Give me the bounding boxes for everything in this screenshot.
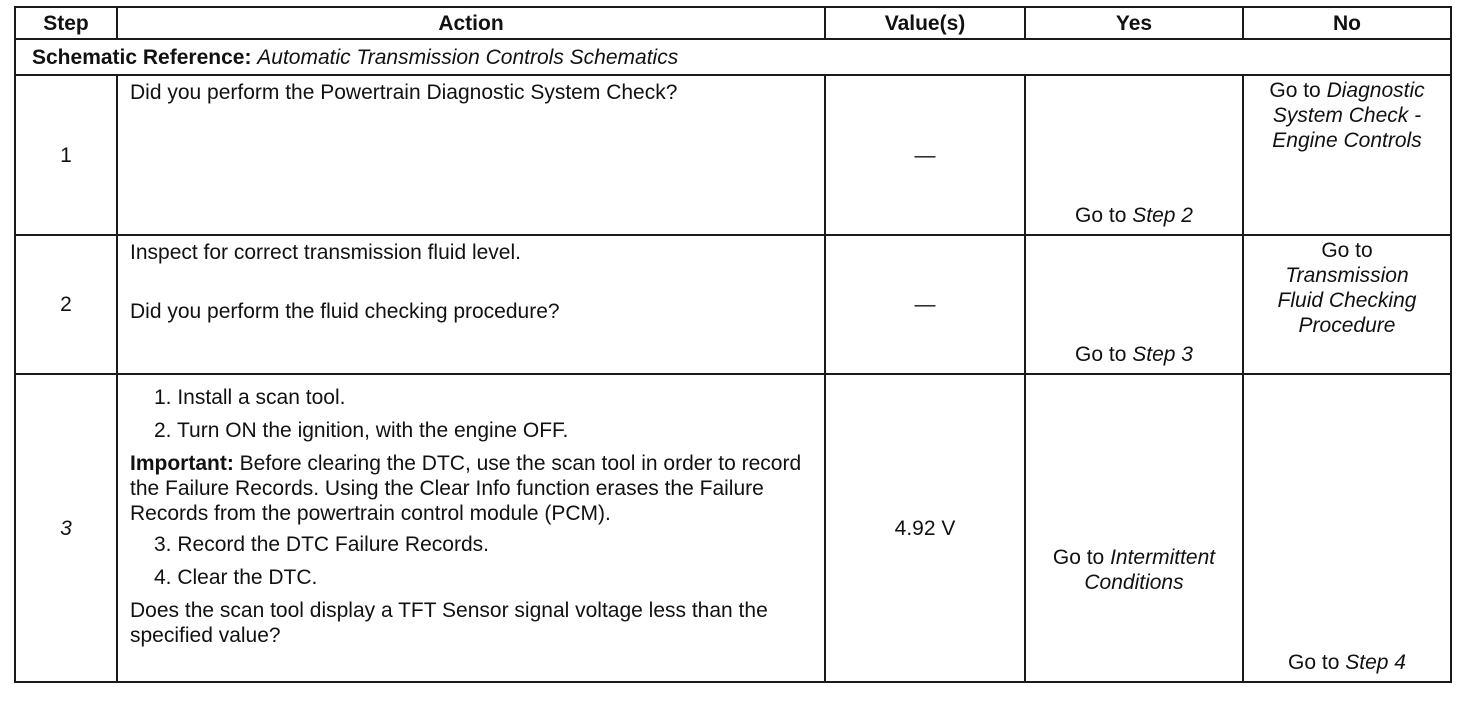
schematic-reference-link[interactable]: Automatic Transmission Controls Schematics [257, 45, 679, 69]
table-row [15, 235, 1451, 374]
header-row [15, 7, 1451, 39]
action-cell [117, 374, 825, 682]
action-text: Inspect for correct transmission fluid level. [130, 241, 521, 264]
header-no: No [1243, 7, 1451, 39]
yes-cell [1025, 374, 1243, 682]
list-item: 1. Install a scan tool. [154, 386, 346, 409]
list-item: 3. Record the DTC Failure Records. [154, 533, 489, 556]
schematic-reference-label: Schematic Reference: [32, 45, 252, 69]
important-text: Before clearing the DTC, use the scan tool in order to record the Failure Records. Using the Clear Info function erases the Failure Records from the powertrain control module (PCM). [130, 452, 802, 525]
no-cell [1243, 374, 1451, 682]
action-cell [117, 235, 825, 374]
schematic-reference-row [15, 39, 1451, 75]
spacer [130, 265, 814, 289]
table-row [15, 75, 1451, 235]
no-link-cont[interactable]: System Check - [1272, 104, 1422, 127]
yes-link[interactable]: Step 2 [1132, 204, 1193, 227]
no-link[interactable]: Transmission [1285, 264, 1409, 287]
important-note [130, 451, 814, 526]
no-prefix: Go to [1269, 79, 1321, 102]
list-item: 2. Turn ON the ignition, with the engine OFF. [154, 419, 569, 442]
header-step: Step [15, 7, 117, 39]
value-cell: — [825, 75, 1025, 235]
action-question: Does the scan tool display a TFT Sensor signal voltage less than the specified value? [130, 599, 768, 647]
header-values: Value(s) [825, 7, 1025, 39]
schematic-reference [15, 39, 1451, 75]
no-link-cont[interactable]: Fluid Checking [1277, 289, 1417, 312]
no-link-cont[interactable]: Procedure [1298, 314, 1396, 337]
no-link[interactable]: Diagnostic [1326, 79, 1425, 102]
action-cell [117, 75, 825, 235]
yes-cell [1025, 235, 1243, 374]
step-number: 3 [15, 374, 117, 682]
yes-prefix: Go to [1075, 343, 1127, 366]
table-row [15, 374, 1451, 682]
no-link[interactable]: Step 4 [1345, 651, 1406, 674]
no-cell [1243, 75, 1451, 235]
value-cell: — [825, 235, 1025, 374]
step-number: 2 [15, 235, 117, 374]
yes-prefix: Go to [1052, 546, 1105, 569]
diagnostic-table [14, 6, 1452, 683]
yes-link[interactable]: Intermittent [1110, 546, 1216, 569]
yes-link-cont[interactable]: Conditions [1084, 571, 1184, 594]
header-action: Action [117, 7, 825, 39]
header-yes: Yes [1025, 7, 1243, 39]
action-text: Did you perform the Powertrain Diagnostic System Check? [130, 81, 678, 104]
action-question: Did you perform the fluid checking procedure? [130, 300, 560, 323]
important-label: Important: [130, 452, 234, 475]
list-item: 4. Clear the DTC. [154, 566, 318, 589]
no-cell [1243, 235, 1451, 374]
no-link-cont[interactable]: Engine Controls [1272, 129, 1422, 152]
no-prefix: Go to [1321, 239, 1373, 262]
value-cell: 4.92 V [825, 374, 1025, 682]
yes-cell [1025, 75, 1243, 235]
yes-prefix: Go to [1075, 204, 1127, 227]
yes-link[interactable]: Step 3 [1132, 343, 1193, 366]
no-prefix: Go to [1288, 651, 1340, 674]
step-number: 1 [15, 75, 117, 235]
